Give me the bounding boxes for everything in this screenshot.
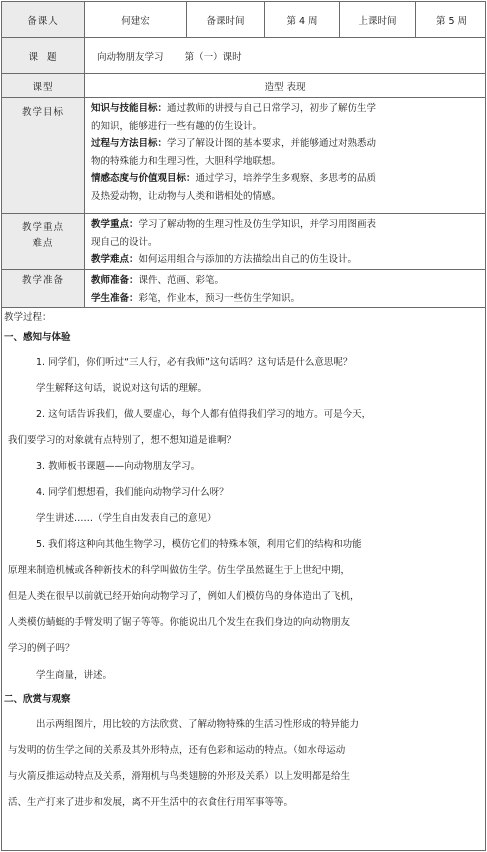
process-paragraph-line: 出示两组图片，用比较的方法欣赏、了解动物特殊的生活习性形成的特异能力	[36, 719, 360, 730]
process-paragraph-line: 我们要学习的对象就有点特别了，想不想知道是谁啊？	[8, 435, 237, 446]
lesson-plan-document	[1, 1, 486, 851]
section1-heading: 一、感知与体验	[4, 332, 71, 343]
preparation-line: 学生准备：彩笔，作业本，预习一些仿生学知识。	[91, 292, 301, 304]
preparation-label-cell	[2, 270, 85, 307]
lesson-type-label: 课型	[32, 81, 54, 93]
key-points-label-cell	[2, 214, 85, 269]
header-row	[2, 2, 485, 38]
key-points-line: 教学难点：如何运用组合与添加的方法描绘出自己的仿生设计。	[91, 254, 358, 265]
topic-row	[2, 38, 485, 74]
process-paragraph-line: 活、生产打来了进步和发展，离不开生活中的衣食住行用军事等等。	[8, 797, 294, 808]
key-points-label-line1: 教学重点	[21, 222, 64, 233]
goals-line: 知识与技能目标：通过教师的讲授与自己日常学习，初步了解仿生学	[91, 103, 377, 114]
process-paragraph-line: 学生讲述……（学生自由发表自己的意见）	[36, 513, 217, 524]
teaching-process	[2, 308, 485, 850]
process-paragraph-line: 与发明的仿生学之间的关系及其外形特点，还有色彩和运动的特点。（如水母运动	[8, 745, 346, 756]
process-heading: 教学过程：	[4, 312, 52, 323]
goals-row	[2, 98, 485, 214]
prep-week: 第 4 周	[286, 15, 318, 27]
process-paragraph-line: 学生商量，讲述。	[36, 670, 113, 681]
key-points-line: 现自己的设计。	[91, 236, 158, 248]
process-paragraph-line: 4. 同学们想想看，我们能向动物学习什么呀？	[36, 487, 229, 498]
prep-week-cell	[265, 2, 340, 37]
key-points-line: 教学重点：学习了解动物的生理习性及仿生学知识，并学习用图画表	[91, 219, 377, 230]
topic-value: 向动物朋友学习 第（一）课时	[97, 51, 242, 63]
class-week: 第 5 周	[435, 15, 468, 27]
topic-value-cell	[85, 38, 485, 73]
teacher-name-cell	[85, 2, 187, 37]
goals-label-cell	[2, 98, 85, 213]
lesson-type-label-cell	[2, 74, 85, 97]
class-time-label: 上课时间	[358, 15, 397, 27]
goals-line: 及热爱动物，让动物与人类和谐相处的情感。	[91, 190, 282, 202]
topic-label-cell	[2, 38, 85, 73]
process-paragraph-line: 原理来制造机械或各种新技术的科学叫做仿生学。仿生学虽然诞生于上世纪中期，	[8, 565, 351, 576]
key-points-label-line2: 难点	[32, 238, 54, 249]
prep-time-label-cell	[187, 2, 265, 37]
lesson-type-row	[2, 74, 485, 98]
process-paragraph-line: 但是人类在很早以前就已经开始向动物学习了，例如人们模仿鸟的身体造出了飞机，	[8, 591, 360, 602]
process-paragraph-line: 与火箭反推运动特点及关系，滑翔机与鸟类翅膀的外形及关系）以上发明都是给生	[8, 771, 351, 782]
teacher-label: 备课人	[27, 15, 59, 27]
teacher-name: 何建宏	[121, 15, 150, 27]
class-time-label-cell	[340, 2, 416, 37]
preparation-content-cell	[85, 270, 485, 307]
process-paragraph-line: 2. 这句话告诉我们，做人要虚心，每个人都有值得我们学习的地方。可是今天，	[36, 409, 372, 420]
process-paragraph-line: 学生解释这句话，说说对这句话的理解。	[36, 383, 208, 394]
lesson-type-value: 造型 表现	[264, 81, 306, 93]
goals-line: 情感态度与价值观目标：通过学习，培养学生多观察、多思考的品质	[91, 173, 377, 184]
process-paragraph-line: 1. 同学们，你们听过“三人行，必有我师”这句话吗？这句话是什么意思呢？	[36, 357, 353, 368]
section2-heading: 二、欣赏与观察	[4, 694, 71, 705]
key-points-content-cell	[85, 214, 485, 269]
preparation-label: 教学准备	[21, 275, 64, 286]
preparation-row	[2, 270, 485, 308]
preparation-line: 教师准备：课件、范画、彩笔。	[91, 275, 225, 286]
goals-line: 过程与方法目标：学习了解设计图的基本要求，并能够通过对熟悉动	[91, 138, 377, 149]
topic-label: 课 题	[28, 51, 58, 63]
process-paragraph-line: 3. 教师板书课题——向动物朋友学习。	[36, 461, 201, 472]
goals-line: 的知识，能够进行一些有趣的仿生设计。	[91, 120, 263, 132]
prep-time-label: 备课时间	[206, 15, 245, 27]
class-week-cell	[416, 2, 487, 37]
teacher-label-cell	[2, 2, 85, 37]
process-paragraph-line: 学习的例子吗？	[8, 643, 75, 654]
goals-line: 物的特殊能力和生理习性，大胆科学地联想。	[91, 155, 282, 167]
process-paragraph-line: 人类模仿蜻蜓的手臂发明了锯子等等。你能说出几个发生在我们身边的向动物朋友	[8, 617, 351, 628]
process-paragraph-line: 5. 我们将这种向其他生物学习，模仿它们的特殊本领，利用它们的结构和功能	[36, 539, 362, 550]
key-points-row	[2, 214, 485, 270]
goals-label: 教学目标	[21, 107, 64, 118]
lesson-type-value-cell	[85, 74, 485, 97]
goals-content-cell	[85, 98, 485, 213]
